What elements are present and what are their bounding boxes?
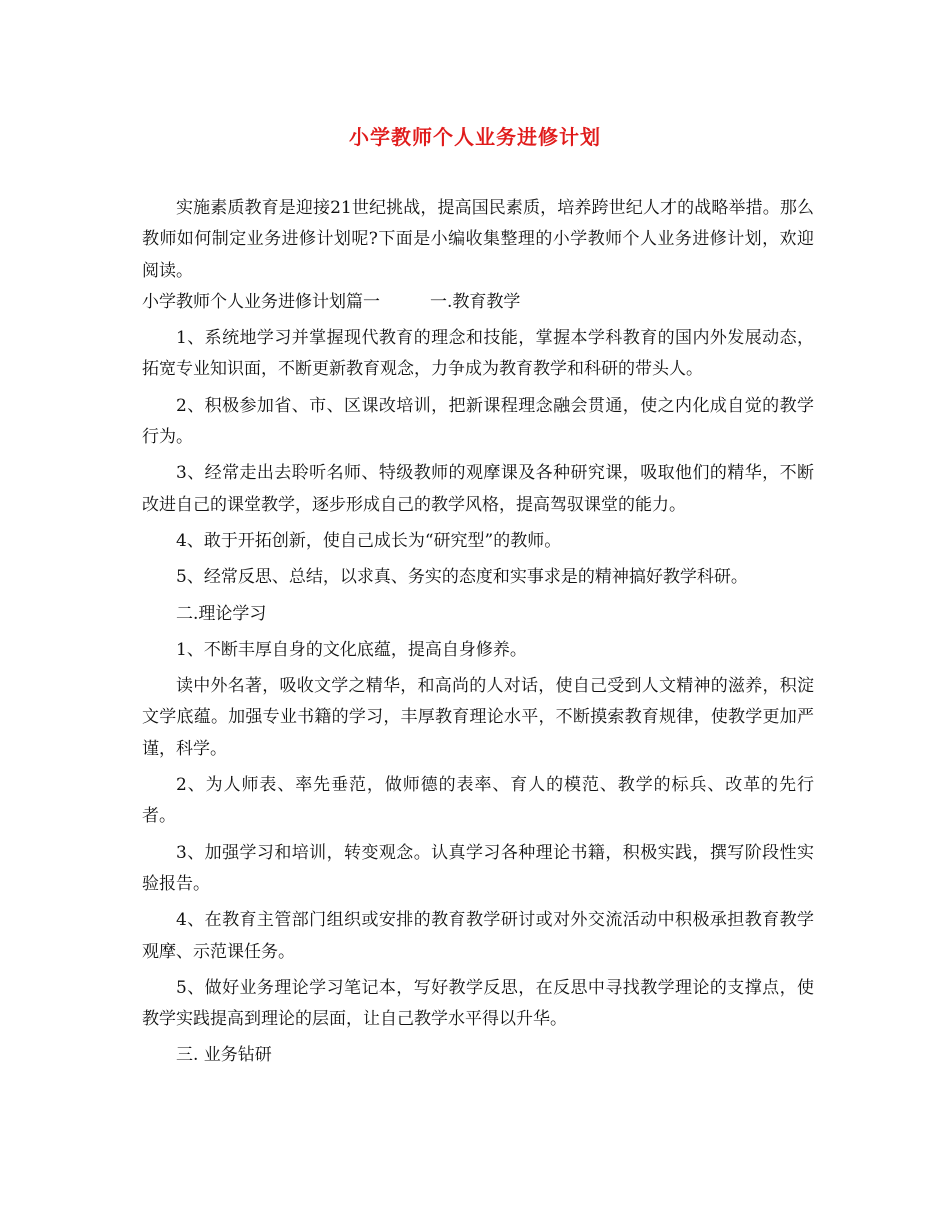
section2-item-2: 2、为人师表、率先垂范，做师德的表率、育人的模范、教学的标兵、改革的先行者。	[142, 775, 814, 827]
section1-heading: 一.教育教学	[430, 291, 521, 312]
section2-item-reading: 读中外名著，吸收文学之精华，和高尚的人对话，使自己受到人文精神的滋养，积淀文学底蕴。加强专业书籍的学习，丰厚教育理论水平，不断摸索教育规律，使教学更加严谨，科学。	[142, 676, 814, 759]
section2-item-3: 3、加强学习和培训，转变观念。认真学习各种理论书籍，积极实践，撰写阶段性实验报告。	[142, 842, 814, 894]
document-title: 小学教师个人业务进修计划	[349, 125, 601, 149]
article-heading: 小学教师个人业务进修计划篇一	[142, 291, 380, 312]
section1-item-1: 1、系统地学习并掌握现代教育的理念和技能，掌握本学科教育的国内外发展动态，拓宽专业知识面，不断更新教育观念，力争成为教育教学和科研的带头人。	[142, 328, 814, 380]
section2-item-1: 1、不断丰厚自身的文化底蕴，提高自身修养。	[176, 639, 527, 660]
section1-item-5: 5、经常反思、总结，以求真、务实的态度和实事求是的精神搞好教学科研。	[176, 567, 748, 588]
intro-paragraph: 实施素质教育是迎接21世纪挑战，提高国民素质，培养跨世纪人才的战略举措。那么教师如何制定业务进修计划呢?下面是小编收集整理的小学教师个人业务进修计划，欢迎阅读。	[142, 198, 814, 281]
document-body	[142, 193, 814, 1072]
section3-heading: 三. 业务钻研	[176, 1045, 272, 1066]
section2-item-4: 4、在教育主管部门组织或安排的教育教学研讨或对外交流活动中积极承担教育教学观摩、示范课任务。	[142, 910, 814, 962]
section2-heading: 二.理论学习	[176, 603, 267, 624]
section1-item-2: 2、积极参加省、市、区课改培训，把新课程理念融会贯通，使之内化成自觉的教学行为。	[142, 395, 814, 448]
article-heading-line	[142, 287, 814, 318]
section1-item-4: 4、敢于开拓创新，使自己成长为“研究型”的教师。	[176, 530, 562, 551]
section1-item-3: 3、经常走出去聆听名师、特级教师的观摩课及各种研究课，吸取他们的精华，不断改进自己的课堂教学，逐步形成自己的教学风格，提高驾驭课堂的能力。	[142, 463, 814, 515]
section2-item-5: 5、做好业务理论学习笔记本，写好教学反思，在反思中寻找教学理论的支撑点，使教学实践提高到理论的层面，让自己教学水平得以升华。	[142, 977, 814, 1030]
